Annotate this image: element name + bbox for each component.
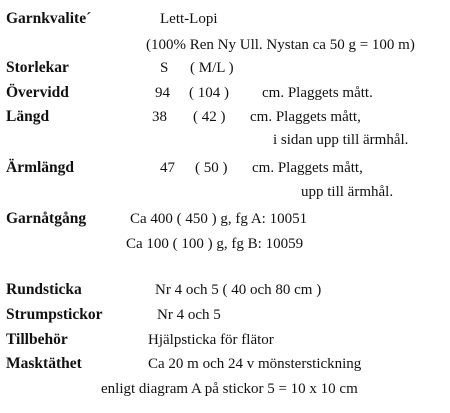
tillbehor-label: Tillbehör	[6, 331, 68, 348]
armlangd-note-2: upp till ärmhål.	[301, 184, 394, 200]
masktathet-value-2: enligt diagram A på stickor 5 = 10 x 10 cm	[101, 381, 358, 397]
masktathet-label: Masktäthet	[6, 355, 82, 372]
overvidd-label: Övervidd	[6, 84, 69, 101]
armlangd-label: Ärmlängd	[6, 159, 75, 176]
garnatgang-color-a: Ca 400 ( 450 ) g, fg A: 10051	[130, 211, 308, 227]
garnkvalite-detail: (100% Ren Ny Ull. Nystan ca 50 g = 100 m)	[146, 37, 415, 53]
langd-note-2: i sidan upp till ärmhål.	[273, 132, 409, 148]
rundsticka-value: Nr 4 och 5 ( 40 och 80 cm )	[155, 282, 322, 298]
armlangd-small: 47	[160, 160, 175, 176]
garnatgang-label: Garnåtgång	[6, 210, 87, 227]
storlekar-label: Storlekar	[6, 59, 69, 76]
tillbehor-value: Hjälpsticka för flätor	[148, 332, 274, 348]
armlangd-note: cm. Plaggets mått,	[252, 160, 363, 176]
garnkvalite-label: Garnkvalite´	[6, 10, 92, 27]
overvidd-note: cm. Plaggets mått.	[262, 85, 373, 101]
overvidd-small: 94	[155, 85, 170, 101]
langd-label: Längd	[6, 108, 50, 125]
langd-note: cm. Plaggets mått,	[250, 109, 361, 125]
storlekar-small: S	[160, 60, 169, 76]
masktathet-value: Ca 20 m och 24 v mönsterstickning	[148, 356, 362, 372]
strumpstickor-label: Strumpstickor	[6, 306, 103, 323]
storlekar-medium-large: ( M/L )	[190, 60, 234, 76]
armlangd-large: ( 50 )	[195, 160, 228, 176]
strumpstickor-value: Nr 4 och 5	[157, 307, 221, 323]
garnkvalite-value: Lett-Lopi	[160, 11, 218, 27]
langd-small: 38	[152, 109, 167, 125]
langd-large: ( 42 )	[193, 109, 226, 125]
garnatgang-color-b: Ca 100 ( 100 ) g, fg B: 10059	[126, 236, 304, 252]
rundsticka-label: Rundsticka	[6, 281, 82, 298]
overvidd-large: ( 104 )	[189, 85, 229, 101]
